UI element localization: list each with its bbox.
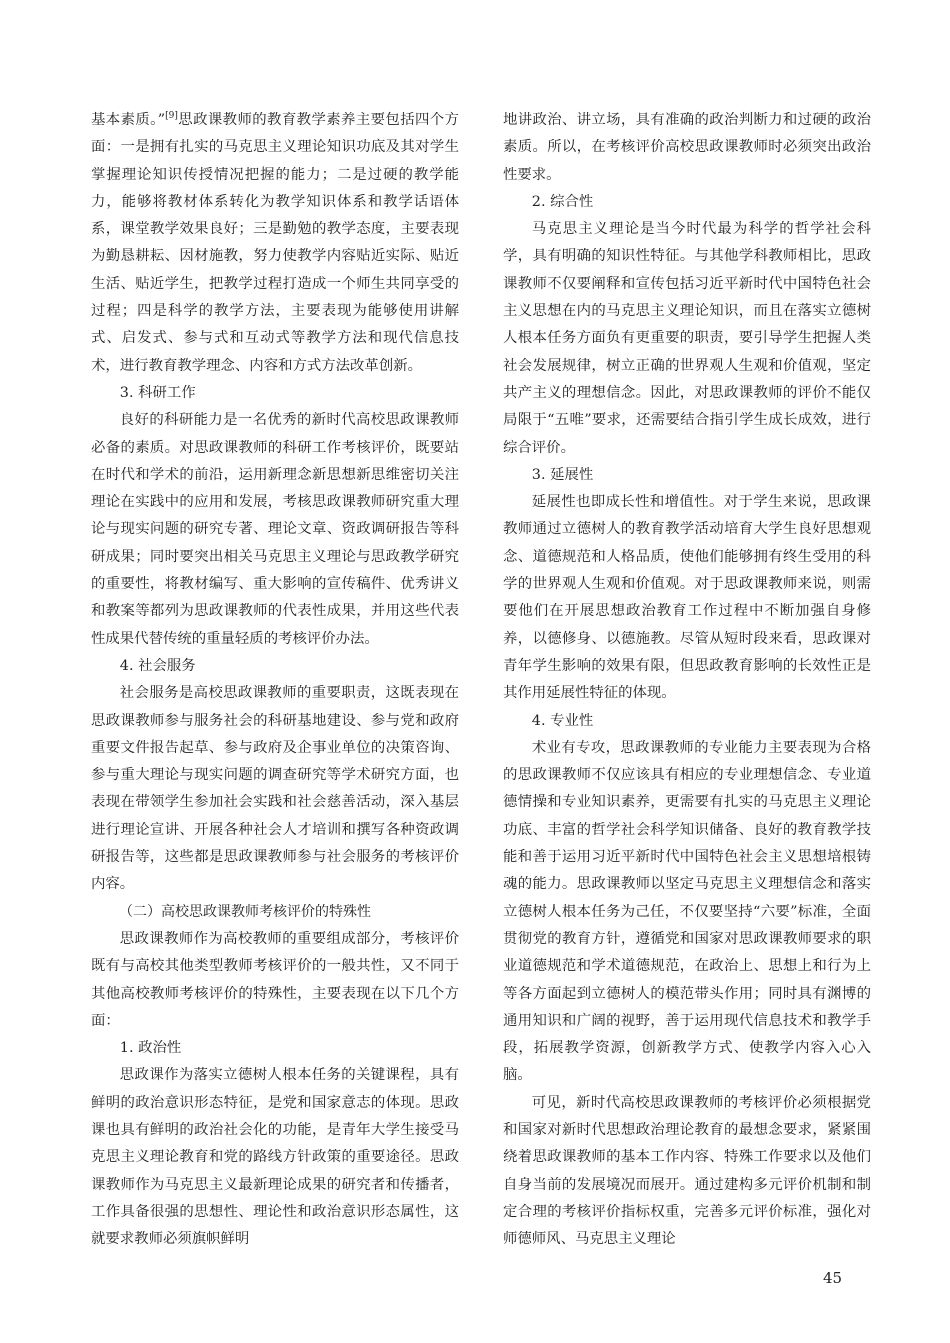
paragraph-specificity: 思政课教师作为高校教师的重要组成部分，考核评价既有与高校其他类型教师考核评价的一般共性，又不同于其他高校教师考核评价的特殊性，主要表现在以下几个方面：: [91, 930, 459, 1029]
heading-political: 1. 政治性: [119, 1040, 182, 1057]
heading-extension: 3. 延展性: [531, 466, 594, 483]
paragraph-extension: 延展性也即成长性和增值性。对于学生来说，思政课教师通过立德树人的教育教学活动培育大学生良好思想观念、道德规范和人格品质，使他们能够拥有终生受用的科学的世界观人生观和价值观。对于思政课教师来说，则需要他们在开展思想政治教育工作过程中不断加强自身修养，以德修身、以德施教。尽管从短时段来看，思政课对青年学生影响的效果有限，但思政教育影响的长效性正是其作用延展性特征的体现。: [503, 494, 871, 702]
paragraph-political-cont: 地讲政治、讲立场，具有准确的政治判断力和过硬的政治素质。所以，在考核评价高校思政课教师时必须突出政治性要求。: [503, 112, 871, 183]
citation-ref[interactable]: [9]: [165, 111, 178, 122]
paragraph-research: 良好的科研能力是一名优秀的新时代高校思政课教师必备的素质。对思政课教师的科研工作考核评价，既要站在时代和学术的前沿，运用新理念新思想新思维密切关注理论在实践中的应用和发展，考核思政课教师研究重大理论与现实问题的研究专著、理论文章、资政调研报告等科研成果；同时要突出相关马克思主义理论与思政教学研究的重要性，将教材编写、重大影响的宣传稿件、优秀讲义和教案等都列为思政课教师的代表性成果，并用这些代表性成果代替传统的重量轻质的考核评价办法。: [91, 412, 459, 647]
page-number: 45: [823, 1269, 843, 1287]
paragraph-professional: 术业有专攻，思政课教师的专业能力主要表现为合格的思政课教师不仅应该具有相应的专业理想信念、专业道德情操和专业知识素养，更需要有扎实的马克思主义理论功底、丰富的哲学社会科学知识储备、良好的教育教学技能和善于运用习近平新时代中国特色社会主义思想培根铸魂的能力。思政课教师以坚定马克思主义理想信念和落实立德树人根本任务为己任，不仅要坚持“六要”标准，全面贯彻党的教育方针，遵循党和国家对思政课教师要求的职业道德规范和学术道德规范，在政治上、思想上和行为上等各方面起到立德树人的模范带头作用；同时具有渊博的通用知识和广阔的视野，善于运用现代信息技术和教学手段，拓展教学资源，创新教学方式、使教学内容入心入脑。: [503, 739, 871, 1084]
heading-research: 3. 科研工作: [119, 384, 196, 401]
right-column: [503, 107, 871, 1253]
paragraph-comprehensive: 马克思主义理论是当今时代最为科学的哲学社会科学，具有明确的知识性特征。与其他学科教师相比，思政课教师不仅要阐释和宣传包括习近平新时代中国特色社会主义思想在内的马克思主义理论知识，而且在落实立德树人根本任务方面负有更重要的职责，要引导学生把握人类社会发展规律，树立正确的世界观人生观和价值观，坚定共产主义的理想信念。因此，对思政课教师的评价不能仅局限于“五唯”要求，还需要结合指引学生成长成效，进行综合评价。: [503, 221, 871, 456]
heading-professional: 4. 专业性: [531, 712, 594, 729]
heading-social-service: 4. 社会服务: [119, 657, 196, 674]
paragraph-political: 思政课作为落实立德树人根本任务的关键课程，具有鲜明的政治意识形态特征，是党和国家意志的体现。思政课也具有鲜明的政治社会化的功能，是青年大学生接受马克思主义理论教育和党的路线方针政策的重要途径。思政课教师作为马克思主义最新理论成果的研究者和传播者，工作具备很强的思想性、理论性和政治意识形态属性，这就要求教师必须旗帜鲜明: [91, 1067, 459, 1248]
section-heading-specificity: （二）高校思政课教师考核评价的特殊性: [119, 903, 371, 920]
left-column: [91, 107, 459, 1253]
paragraph-social-service: 社会服务是高校思政课教师的重要职责，这既表现在思政课教师参与服务社会的科研基地建设、参与党和政府重要文件报告起草、参与政府及企事业单位的决策咨询、参与重大理论与现实问题的调查研究等学术研究方面，也表现在带领学生参加社会实践和社会慈善活动，深入基层进行理论宣讲、开展各种社会人才培训和撰写各种资政调研报告等，这些都是思政课教师参与社会服务的考核评价内容。: [91, 685, 459, 893]
paragraph-teaching-quality: 基本素质。”[9]思政课教师的教育教学素养主要包括四个方面：一是拥有扎实的马克思主义理论知识功底及其对学生掌握理论知识传授情况把握的能力；二是过硬的教学能力，能够将教材体系转化为教学知识体系和教学话语体系，课堂教学效果良好；三是勤勉的教学态度，主要表现为勤恳耕耘、因材施教，努力使教学内容贴近实际、贴近生活、贴近学生，把教学过程打造成一个师生共同享受的过程；四是科学的教学方法，主要表现为能够使用讲解式、启发式、参与式和互动式等教学方法和现代信息技术，进行教育教学理念、内容和方式方法改革创新。: [91, 111, 459, 374]
heading-comprehensive: 2. 综合性: [531, 193, 594, 210]
paragraph-conclusion: 可见，新时代高校思政课教师的考核评价必须根据党和国家对新时代思想政治理论教育的最想念要求，紧紧围绕着思政课教师的基本工作内容、特殊工作要求以及他们自身当前的发展境况而展开。通过建构多元评价机制和制定合理的考核评价指标权重，完善多元评价标准，强化对师德师风、马克思主义理论: [503, 1094, 871, 1248]
